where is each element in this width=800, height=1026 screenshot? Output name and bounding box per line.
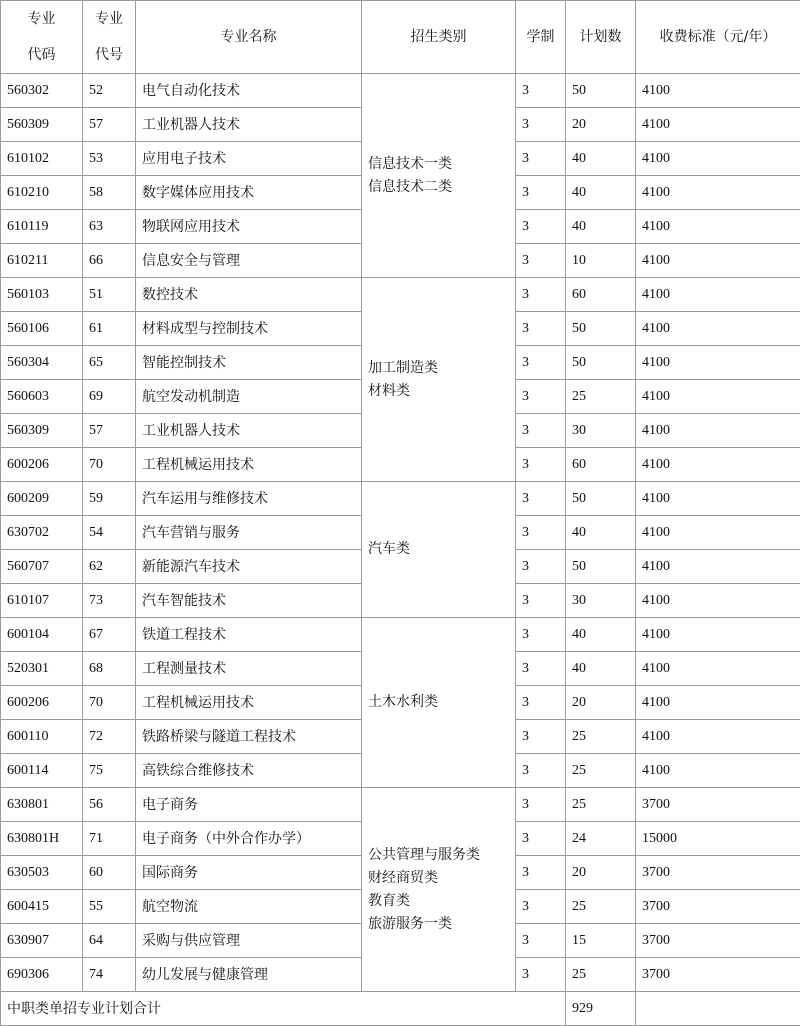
plan-cell: 50	[566, 482, 636, 516]
years-cell: 3	[516, 74, 566, 108]
fee-cell: 4100	[636, 312, 800, 346]
plan-cell: 25	[566, 720, 636, 754]
major-code-cell: 630702	[1, 516, 83, 550]
major-name-cell: 智能控制技术	[136, 346, 362, 380]
years-cell: 3	[516, 958, 566, 992]
major-name-cell: 工程机械运用技术	[136, 448, 362, 482]
years-cell: 3	[516, 346, 566, 380]
header-category: 招生类别	[362, 1, 516, 74]
major-name-cell: 铁路桥梁与隧道工程技术	[136, 720, 362, 754]
major-name-cell: 电子商务（中外合作办学）	[136, 822, 362, 856]
plan-cell: 20	[566, 856, 636, 890]
table-row	[1, 482, 800, 516]
category-cell	[362, 618, 516, 788]
category-line: 信息技术一类	[368, 156, 452, 172]
plan-cell: 25	[566, 380, 636, 414]
total-row	[1, 992, 800, 1026]
major-name-cell: 工程测量技术	[136, 652, 362, 686]
years-cell: 3	[516, 924, 566, 958]
major-number-cell: 72	[83, 720, 136, 754]
total-fee	[636, 992, 800, 1026]
plan-cell: 15	[566, 924, 636, 958]
plan-cell: 20	[566, 686, 636, 720]
plan-cell: 50	[566, 74, 636, 108]
table-row	[1, 788, 800, 822]
major-number-cell: 57	[83, 414, 136, 448]
major-code-cell: 630503	[1, 856, 83, 890]
plan-cell: 30	[566, 414, 636, 448]
major-code-cell: 630801	[1, 788, 83, 822]
major-name-cell: 汽车智能技术	[136, 584, 362, 618]
fee-cell: 4100	[636, 176, 800, 210]
header-major-code-line1: 专业	[1, 1, 82, 37]
major-number-cell: 65	[83, 346, 136, 380]
major-name-cell: 航空发动机制造	[136, 380, 362, 414]
fee-cell: 3700	[636, 856, 800, 890]
major-code-cell: 630907	[1, 924, 83, 958]
years-cell: 3	[516, 482, 566, 516]
major-number-cell: 69	[83, 380, 136, 414]
plan-cell: 24	[566, 822, 636, 856]
major-code-cell: 600104	[1, 618, 83, 652]
category-line: 教育类	[368, 893, 410, 909]
major-code-cell: 560302	[1, 74, 83, 108]
years-cell: 3	[516, 788, 566, 822]
header-major-number	[83, 1, 136, 74]
plan-cell: 40	[566, 652, 636, 686]
major-number-cell: 68	[83, 652, 136, 686]
major-name-cell: 电子商务	[136, 788, 362, 822]
fee-cell: 4100	[636, 244, 800, 278]
fee-cell: 4100	[636, 74, 800, 108]
category-line: 土木水利类	[368, 694, 438, 710]
major-code-cell: 690306	[1, 958, 83, 992]
table-body	[1, 74, 800, 1026]
years-cell: 3	[516, 448, 566, 482]
major-code-cell: 520301	[1, 652, 83, 686]
fee-cell: 4100	[636, 516, 800, 550]
years-cell: 3	[516, 890, 566, 924]
major-name-cell: 工业机器人技术	[136, 108, 362, 142]
fee-cell: 4100	[636, 414, 800, 448]
major-number-cell: 61	[83, 312, 136, 346]
years-cell: 3	[516, 516, 566, 550]
major-number-cell: 55	[83, 890, 136, 924]
plan-cell: 25	[566, 958, 636, 992]
major-code-cell: 560103	[1, 278, 83, 312]
major-number-cell: 66	[83, 244, 136, 278]
major-number-cell: 67	[83, 618, 136, 652]
fee-cell: 4100	[636, 584, 800, 618]
major-name-cell: 工业机器人技术	[136, 414, 362, 448]
major-name-cell: 航空物流	[136, 890, 362, 924]
major-code-cell: 610119	[1, 210, 83, 244]
major-code-cell: 600114	[1, 754, 83, 788]
major-name-cell: 幼儿发展与健康管理	[136, 958, 362, 992]
major-name-cell: 汽车运用与维修技术	[136, 482, 362, 516]
category-cell	[362, 482, 516, 618]
table-row	[1, 74, 800, 108]
years-cell: 3	[516, 278, 566, 312]
header-years: 学制	[516, 1, 566, 74]
years-cell: 3	[516, 720, 566, 754]
major-name-cell: 国际商务	[136, 856, 362, 890]
major-code-cell: 600206	[1, 686, 83, 720]
major-number-cell: 51	[83, 278, 136, 312]
header-plan: 计划数	[566, 1, 636, 74]
years-cell: 3	[516, 210, 566, 244]
years-cell: 3	[516, 312, 566, 346]
category-cell	[362, 278, 516, 482]
plan-cell: 40	[566, 142, 636, 176]
major-name-cell: 采购与供应管理	[136, 924, 362, 958]
fee-cell: 4100	[636, 686, 800, 720]
major-name-cell: 数字媒体应用技术	[136, 176, 362, 210]
major-code-cell: 610107	[1, 584, 83, 618]
plan-cell: 10	[566, 244, 636, 278]
major-code-cell: 630801H	[1, 822, 83, 856]
major-name-cell: 汽车营销与服务	[136, 516, 362, 550]
years-cell: 3	[516, 380, 566, 414]
plan-cell: 25	[566, 890, 636, 924]
major-number-cell: 70	[83, 448, 136, 482]
major-name-cell: 电气自动化技术	[136, 74, 362, 108]
major-name-cell: 新能源汽车技术	[136, 550, 362, 584]
fee-cell: 3700	[636, 890, 800, 924]
major-number-cell: 62	[83, 550, 136, 584]
table-row	[1, 278, 800, 312]
major-code-cell: 610210	[1, 176, 83, 210]
plan-cell: 60	[566, 278, 636, 312]
header-fee: 收费标准（元/年）	[636, 1, 800, 74]
major-number-cell: 56	[83, 788, 136, 822]
plan-cell: 40	[566, 210, 636, 244]
plan-cell: 20	[566, 108, 636, 142]
category-line: 公共管理与服务类	[368, 847, 480, 863]
major-code-cell: 600206	[1, 448, 83, 482]
major-number-cell: 59	[83, 482, 136, 516]
fee-cell: 3700	[636, 958, 800, 992]
years-cell: 3	[516, 686, 566, 720]
header-major-name: 专业名称	[136, 1, 362, 74]
fee-cell: 4100	[636, 278, 800, 312]
years-cell: 3	[516, 618, 566, 652]
header-major-number-line1: 专业	[83, 1, 135, 37]
fee-cell: 4100	[636, 652, 800, 686]
major-number-cell: 73	[83, 584, 136, 618]
major-code-cell: 560707	[1, 550, 83, 584]
major-number-cell: 53	[83, 142, 136, 176]
fee-cell: 15000	[636, 822, 800, 856]
plan-cell: 25	[566, 788, 636, 822]
fee-cell: 4100	[636, 754, 800, 788]
category-cell	[362, 788, 516, 992]
plan-cell: 40	[566, 516, 636, 550]
plan-cell: 50	[566, 550, 636, 584]
major-name-cell: 材料成型与控制技术	[136, 312, 362, 346]
header-major-code	[1, 1, 83, 74]
major-name-cell: 数控技术	[136, 278, 362, 312]
major-name-cell: 物联网应用技术	[136, 210, 362, 244]
major-code-cell: 600209	[1, 482, 83, 516]
major-number-cell: 71	[83, 822, 136, 856]
years-cell: 3	[516, 652, 566, 686]
major-code-cell: 610102	[1, 142, 83, 176]
major-code-cell: 600110	[1, 720, 83, 754]
years-cell: 3	[516, 414, 566, 448]
plan-cell: 50	[566, 346, 636, 380]
major-name-cell: 信息安全与管理	[136, 244, 362, 278]
plan-cell: 25	[566, 754, 636, 788]
years-cell: 3	[516, 822, 566, 856]
fee-cell: 4100	[636, 720, 800, 754]
major-code-cell: 560304	[1, 346, 83, 380]
total-label: 中职类单招专业计划合计	[1, 992, 566, 1026]
table-row	[1, 618, 800, 652]
major-name-cell: 铁道工程技术	[136, 618, 362, 652]
major-code-cell: 610211	[1, 244, 83, 278]
major-code-cell: 600415	[1, 890, 83, 924]
major-number-cell: 58	[83, 176, 136, 210]
category-line: 材料类	[368, 383, 410, 399]
fee-cell: 4100	[636, 482, 800, 516]
major-number-cell: 52	[83, 74, 136, 108]
major-number-cell: 63	[83, 210, 136, 244]
fee-cell: 4100	[636, 108, 800, 142]
fee-cell: 4100	[636, 380, 800, 414]
major-number-cell: 75	[83, 754, 136, 788]
header-major-number-line2: 代号	[83, 37, 135, 73]
plan-cell: 50	[566, 312, 636, 346]
fee-cell: 4100	[636, 448, 800, 482]
major-name-cell: 高铁综合维修技术	[136, 754, 362, 788]
category-line: 信息技术二类	[368, 179, 452, 195]
major-number-cell: 64	[83, 924, 136, 958]
major-number-cell: 54	[83, 516, 136, 550]
category-line: 财经商贸类	[368, 870, 438, 886]
years-cell: 3	[516, 244, 566, 278]
fee-cell: 3700	[636, 788, 800, 822]
years-cell: 3	[516, 108, 566, 142]
years-cell: 3	[516, 584, 566, 618]
major-name-cell: 工程机械运用技术	[136, 686, 362, 720]
category-line: 汽车类	[368, 541, 410, 557]
plan-cell: 40	[566, 176, 636, 210]
major-code-cell: 560106	[1, 312, 83, 346]
years-cell: 3	[516, 142, 566, 176]
major-number-cell: 57	[83, 108, 136, 142]
header-row	[1, 1, 800, 74]
years-cell: 3	[516, 856, 566, 890]
category-line: 加工制造类	[368, 360, 438, 376]
fee-cell: 4100	[636, 346, 800, 380]
fee-cell: 4100	[636, 618, 800, 652]
plan-cell: 60	[566, 448, 636, 482]
fee-cell: 4100	[636, 550, 800, 584]
fee-cell: 4100	[636, 210, 800, 244]
header-major-code-line2: 代码	[1, 37, 82, 73]
fee-cell: 4100	[636, 142, 800, 176]
years-cell: 3	[516, 550, 566, 584]
major-code-cell: 560603	[1, 380, 83, 414]
plan-cell: 30	[566, 584, 636, 618]
major-number-cell: 60	[83, 856, 136, 890]
years-cell: 3	[516, 754, 566, 788]
category-line: 旅游服务一类	[368, 916, 452, 932]
major-name-cell: 应用电子技术	[136, 142, 362, 176]
major-code-cell: 560309	[1, 108, 83, 142]
plan-cell: 40	[566, 618, 636, 652]
major-number-cell: 70	[83, 686, 136, 720]
years-cell: 3	[516, 176, 566, 210]
fee-cell: 3700	[636, 924, 800, 958]
total-value: 929	[566, 992, 636, 1026]
category-cell	[362, 74, 516, 278]
major-code-cell: 560309	[1, 414, 83, 448]
major-number-cell: 74	[83, 958, 136, 992]
